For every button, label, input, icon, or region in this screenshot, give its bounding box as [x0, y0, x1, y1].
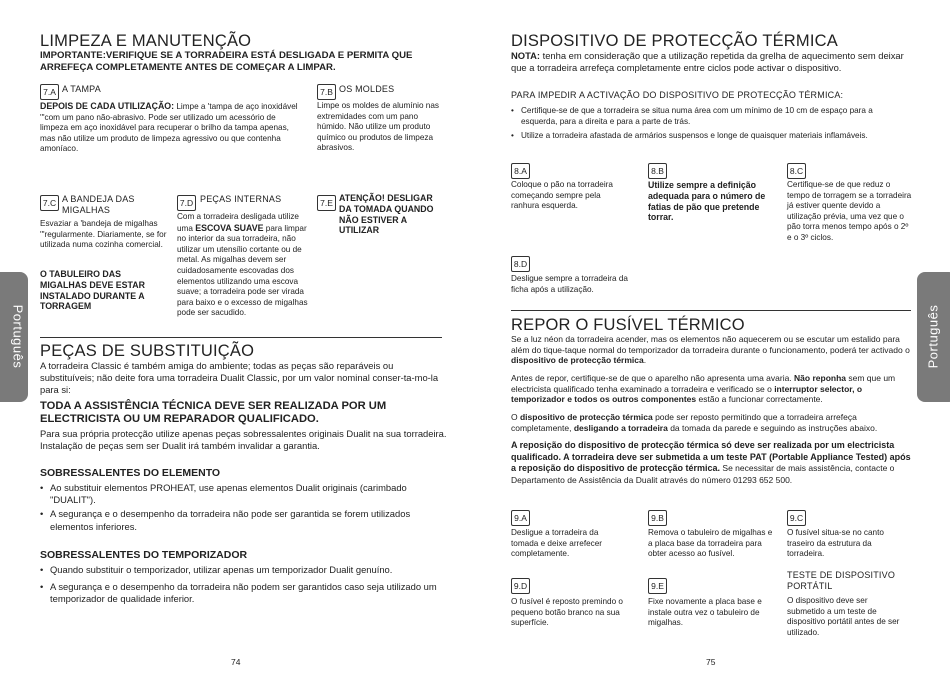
- section-7b-text: Limpe os moldes de alumínio nas extremidades com um pano húmido. Não utilize um produto químico ou produtos de limpeza abrasivos.: [317, 101, 439, 153]
- fuse-paragraph-3: [511, 412, 916, 433]
- fuse-paragraph-2: [511, 373, 916, 405]
- timer-list: [40, 564, 440, 606]
- fuse-p4-bold: A reposição do dispositivo de protecção térmica só deve ser realizada por um electricista qualificado. A torradeira deve ser submetida a um teste PAT (Portable Appliance Tested) após a reposição do dispositivo de protecção térmica.: [511, 440, 911, 473]
- section-9b-text: Remova o tabuleiro de migalhas e a placa base da torradeira para obter acesso ao fusível.: [648, 528, 773, 559]
- section-7a-text: [40, 101, 302, 155]
- section-7d-body-2: para limpar no interior da sua torradeira, não utilizar um utensílio cortante ou de metal. As migalhas devem ser cuidadosamente escovadas dos elementos utilizando uma escova suave; a torradeira pode ser virada para baixo e o excesso de migalhas pode ser sacudido.: [177, 223, 308, 318]
- section-7a-body: Limpe a 'tampa de aço inoxidável '"com um pano não-abrasivo. Pode ser utilizado um acessório de limpeza em aço inoxidável para recuperar o brilho da tampa apenas, mas não utilize um produto de limpeza agressivo ou que contenha amoníaco.: [40, 102, 298, 154]
- replacement-intro: A torradeira Classic é também amiga do ambiente; todas as peças são reparáveis ou substituíveis; não deite fora uma torradeira Dualit Classic, por um valor nominal conser-ta-mo-la para si:: [40, 360, 439, 396]
- replacement-title: PEÇAS DE SUBSTITUIÇÃO: [40, 342, 255, 360]
- left-divider: [40, 337, 442, 338]
- badge-8a: 8.A: [511, 163, 530, 179]
- section-7c-title-1: A BANDEJA DAS: [62, 194, 135, 204]
- section-9d-text: O fusível é reposto premindo o pequeno botão branco na sua superfície.: [511, 597, 623, 628]
- section-7c-bold: O TABULEIRO DAS MIGALHAS DEVE ESTAR INSTALADO DURANTE A TORRAGEM: [40, 269, 145, 312]
- timer-item-1: • Quando substituir o temporizador, utilizar apenas um temporizador Dualit genuíno.: [40, 564, 440, 576]
- timer-heading: SOBRESSALENTES DO TEMPORIZADOR: [40, 549, 248, 561]
- cleaning-title: LIMPEZA E MANUTENÇÃO: [40, 32, 252, 50]
- section-9e-text: Fixe novamente a placa base e instale outra vez o tabuleiro de migalhas.: [648, 597, 762, 628]
- badge-8c: 8.C: [787, 163, 806, 179]
- badge-7c: 7.C: [40, 195, 59, 211]
- portable-test-text: O dispositivo deve ser submetido a um teste de dispositivo portátil antes de ser utilizado.: [787, 596, 900, 637]
- fuse-p2-a: Antes de repor, certifique-se de que o aparelho não apresenta uma avaria.: [511, 373, 795, 383]
- fuse-paragraph-4: [511, 440, 916, 486]
- fuse-p3-c: pode ser reposto permitindo que a torradeira arrefeça completamente,: [511, 412, 857, 433]
- badge-9e: 9.E: [648, 578, 667, 594]
- section-8a-text: Coloque o pão na torradeira começando sempre pela ranhura esquerda.: [511, 180, 613, 211]
- element-heading: SOBRESSALENTES DO ELEMENTO: [40, 467, 221, 479]
- portable-test-title: TESTE DE DISPOSITIVO PORTÁTIL: [787, 570, 896, 591]
- badge-7b: 7.B: [317, 84, 336, 100]
- thermal-note-lead: NOTA:: [511, 50, 540, 61]
- section-7d-body-1: Com a torradeira desligada utilize uma: [177, 212, 299, 233]
- right-divider: [511, 310, 911, 311]
- fuse-p3-b: dispositivo de protecção térmica: [519, 412, 653, 422]
- thermal-subheading: PARA IMPEDIR A ACTIVAÇÃO DO DISPOSITIVO DE PROTECÇÃO TÉRMICA:: [511, 90, 844, 100]
- section-7b-title: OS MOLDES: [339, 84, 395, 94]
- element-item-2: • A segurança e o desempenho da torradeira não pode ser garantida se forem utilizados elementos inferiores.: [40, 508, 445, 532]
- section-8d-text: Desligue sempre a torradeira da ficha após a utilização.: [511, 274, 628, 294]
- badge-8d: 8.D: [511, 256, 530, 272]
- right-side-tab-label: Português: [925, 304, 941, 369]
- fuse-p2-d: interruptor selector, o temporizador e todos os outros componentes: [511, 383, 863, 405]
- section-8c-text: Certifique-se de que reduz o tempo de torragem se a torradeira já estiver quente devido a utilização prévia, uma vez que o pão torra menos tempo após o 2º e o 3º ciclos.: [787, 180, 912, 242]
- fuse-paragraph-1: [511, 334, 916, 366]
- thermal-bullets: [511, 106, 901, 142]
- fuse-p3-d: desligando a torradeira: [573, 422, 668, 433]
- badge-7e: 7.E: [317, 195, 336, 211]
- important-note: IMPORTANTE:VERIFIQUE SE A TORRADEIRA ESTÁ DESLIGADA E PERMITA QUE ARREFEÇA COMPLETAMENTE ANTES DE COMEÇAR A LIMPAR.: [40, 50, 413, 73]
- section-7a-lead: DEPOIS DE CADA UTILIZAÇÃO:: [40, 101, 175, 111]
- badge-7a: 7.A: [40, 84, 59, 100]
- page-number-right: 75: [706, 657, 716, 667]
- section-9c-text: O fusível situa-se no canto traseiro da estrutura da torradeira.: [787, 528, 884, 559]
- section-7d-text: [177, 212, 312, 319]
- thermal-note-body: tenha em consideração que a utilização repetida da grelha de aquecimento sem deixar que a torradeira arrefeça completamente entre ciclos pode activar o dispositivo.: [511, 50, 904, 74]
- badge-9c: 9.C: [787, 510, 806, 526]
- timer-item-2: • A segurança e o desempenho da torradeira não podem ser garantidos caso seja utilizado um temporizador de qualidade inferior.: [40, 581, 440, 605]
- section-7e-warning: ATENÇÃO! DESLIGAR DA TOMADA QUANDO NÃO ESTIVER A UTILIZAR: [339, 193, 434, 236]
- fuse-p1-body: Se a luz néon da torradeira acender, mas os elementos não aquecerem ou se escutar um estalido para além do tique-taque normal do temporizador da torradeira durante o funcionamento, poderá ter activado o: [511, 334, 910, 355]
- fuse-title: REPOR O FUSÍVEL TÉRMICO: [511, 316, 745, 334]
- left-side-tab-label: Português: [10, 304, 26, 369]
- badge-9a: 9.A: [511, 510, 530, 526]
- fuse-p2-c: sem que um electricista qualificado tenha examinado a torradeira e verificado se o: [511, 373, 896, 394]
- replacement-warning: TODA A ASSISTÊNCIA TÉCNICA DEVE SER REALIZADA POR UM ELECTRICISTA OU UM REPARADOR QUALIFICADO.: [40, 400, 387, 425]
- badge-8b: 8.B: [648, 163, 667, 179]
- thermal-bullet-2: • Utilize a torradeira afastada de armários suspensos e longe de quaisquer materiais inflamáveis.: [511, 131, 901, 142]
- fuse-p1-end: .: [643, 355, 647, 366]
- section-7c-title-2: MIGALHAS: [62, 205, 111, 215]
- page-number-left: 74: [231, 657, 241, 667]
- fuse-p2-e: estão a funcionar correctamente.: [696, 394, 823, 405]
- section-9a-text: Desligue a torradeira da tomada e deixe arrefecer completamente.: [511, 528, 603, 559]
- fuse-p3-a: O: [511, 412, 520, 422]
- fuse-p2-b: Não reponha: [794, 373, 846, 383]
- section-7c-text: Esvaziar a 'bandeja de migalhas '"regularmente. Diariamente, se for utilizada numa cozinha comercial.: [40, 219, 167, 250]
- section-7a-title: A TAMPA: [62, 84, 101, 94]
- thermal-note: [511, 50, 911, 74]
- thermal-bullet-1: • Certifique-se de que a torradeira se situa numa área com um mínimo de 10 cm de espaço para a esquerda, para a direita e para a parte de trás.: [511, 106, 901, 127]
- fuse-p4-body: Se necessitar de mais assistência, contacte o Departamento de Assistência da Dualit através do número 01293 652 500.: [511, 463, 895, 485]
- section-8b-text: Utilize sempre a definição adequada para o número de fatias de pão que pretende torrar.: [648, 180, 766, 223]
- element-list: [40, 482, 445, 533]
- section-7d-title: PEÇAS INTERNAS: [200, 194, 282, 204]
- replacement-paragraph: Para sua própria protecção utilize apenas peças sobressalentes originais Dualit na sua torradeira. Instalação de peças sem ser Dualit irá também invalidar a garantia.: [40, 428, 447, 452]
- fuse-p3-e: da tomada da parede e seguindo as instruções abaixo.: [667, 422, 878, 433]
- badge-7d: 7.D: [177, 195, 196, 211]
- badge-9b: 9.B: [648, 510, 667, 526]
- element-item-1: • Ao substituir elementos PROHEAT, use apenas elementos Dualit originais (carimbado "DUALIT").: [40, 482, 445, 506]
- badge-9d: 9.D: [511, 578, 530, 594]
- fuse-p1-bold: dispositivo de protecção térmica: [511, 355, 644, 366]
- thermal-title: DISPOSITIVO DE PROTECÇÃO TÉRMICA: [511, 32, 838, 50]
- section-7d-bold: ESCOVA SUAVE: [195, 222, 264, 233]
